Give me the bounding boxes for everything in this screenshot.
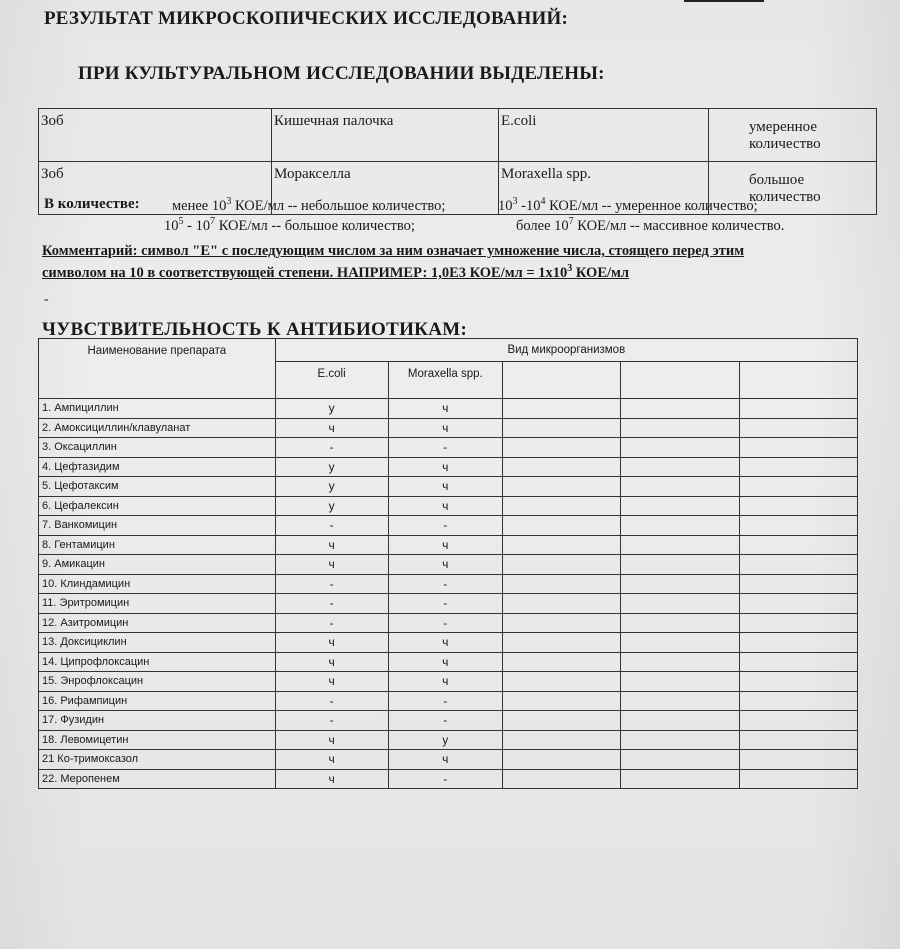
antibiotic-row bbox=[39, 574, 858, 594]
moraxella-result: у bbox=[388, 730, 502, 750]
drug-name: 15. Энрофлоксацин bbox=[39, 672, 276, 692]
antibiotic-table bbox=[38, 338, 858, 789]
drug-name: 4. Цефтазидим bbox=[39, 457, 276, 477]
drug-name: 6. Цефалексин bbox=[39, 496, 276, 516]
antibiotic-row bbox=[39, 750, 858, 770]
ecoli-result: ч bbox=[275, 672, 388, 692]
empty-cell bbox=[739, 750, 857, 770]
moraxella-result: ч bbox=[388, 535, 502, 555]
empty-cell bbox=[739, 457, 857, 477]
column-organism-2: Moraxella spp. bbox=[388, 362, 502, 399]
empty-cell bbox=[621, 399, 739, 419]
empty-cell bbox=[503, 555, 621, 575]
culture-name-lat: Moraxella spp. bbox=[499, 162, 709, 215]
moraxella-result: ч bbox=[388, 477, 502, 497]
ecoli-result: - bbox=[275, 711, 388, 731]
ecoli-result: - bbox=[275, 574, 388, 594]
culture-name-lat: E.coli bbox=[499, 109, 709, 162]
drug-name: 9. Амикацин bbox=[39, 555, 276, 575]
antibiotic-row bbox=[39, 594, 858, 614]
ecoli-result: ч bbox=[275, 652, 388, 672]
ecoli-result: у bbox=[275, 477, 388, 497]
empty-cell bbox=[503, 535, 621, 555]
empty-cell bbox=[621, 418, 739, 438]
empty-cell bbox=[621, 730, 739, 750]
empty-cell bbox=[739, 477, 857, 497]
empty-cell bbox=[503, 672, 621, 692]
empty-cell bbox=[621, 652, 739, 672]
moraxella-result: - bbox=[388, 594, 502, 614]
quantity-legend bbox=[44, 196, 884, 236]
culture-site: Зоб bbox=[39, 109, 272, 162]
empty-cell bbox=[739, 555, 857, 575]
empty-cell bbox=[503, 399, 621, 419]
empty-cell bbox=[739, 633, 857, 653]
antibiotic-row bbox=[39, 438, 858, 458]
empty-cell bbox=[503, 652, 621, 672]
empty-cell bbox=[739, 516, 857, 536]
drug-name: 3. Оксациллин bbox=[39, 438, 276, 458]
antibiotic-row bbox=[39, 457, 858, 477]
quantity-label: В количестве: bbox=[44, 196, 140, 212]
empty-cell bbox=[739, 769, 857, 789]
drug-name: 7. Ванкомицин bbox=[39, 516, 276, 536]
empty-cell bbox=[621, 750, 739, 770]
empty-cell bbox=[503, 711, 621, 731]
empty-cell bbox=[621, 457, 739, 477]
ecoli-result: - bbox=[275, 516, 388, 536]
antibiotic-row bbox=[39, 672, 858, 692]
empty-cell bbox=[739, 711, 857, 731]
moraxella-result: ч bbox=[388, 457, 502, 477]
column-drug-name: Наименование препарата bbox=[39, 339, 276, 399]
ecoli-result: ч bbox=[275, 769, 388, 789]
empty-cell bbox=[739, 652, 857, 672]
empty-cell bbox=[739, 535, 857, 555]
antibiotic-row bbox=[39, 769, 858, 789]
antibiotic-row bbox=[39, 418, 858, 438]
empty-cell bbox=[621, 769, 739, 789]
antibiotic-row bbox=[39, 399, 858, 419]
empty-cell bbox=[503, 418, 621, 438]
drug-name: 11. Эритромицин bbox=[39, 594, 276, 614]
empty-cell bbox=[739, 438, 857, 458]
antibiotic-row bbox=[39, 730, 858, 750]
ecoli-result: ч bbox=[275, 750, 388, 770]
ecoli-result: у bbox=[275, 496, 388, 516]
column-empty-2 bbox=[621, 362, 739, 399]
culture-site: Зоб bbox=[39, 162, 272, 215]
moraxella-result: ч bbox=[388, 555, 502, 575]
empty-cell bbox=[503, 438, 621, 458]
empty-cell bbox=[503, 613, 621, 633]
empty-cell bbox=[503, 633, 621, 653]
antibiotic-row bbox=[39, 711, 858, 731]
empty-cell bbox=[503, 691, 621, 711]
column-organism-1: E.coli bbox=[275, 362, 388, 399]
moraxella-result: ч bbox=[388, 672, 502, 692]
empty-cell bbox=[621, 594, 739, 614]
drug-name: 5. Цефотаксим bbox=[39, 477, 276, 497]
culture-amount: большое количество bbox=[709, 162, 877, 215]
column-organisms-group: Вид микроорганизмов bbox=[275, 339, 857, 362]
moraxella-result: - bbox=[388, 516, 502, 536]
culture-title: ПРИ КУЛЬТУРАЛЬНОМ ИССЛЕДОВАНИИ ВЫДЕЛЕНЫ: bbox=[78, 63, 605, 84]
ecoli-result: - bbox=[275, 438, 388, 458]
top-rule bbox=[684, 0, 764, 2]
empty-cell bbox=[739, 594, 857, 614]
drug-name: 14. Ципрофлоксацин bbox=[39, 652, 276, 672]
empty-cell bbox=[621, 633, 739, 653]
empty-cell bbox=[621, 555, 739, 575]
empty-cell bbox=[503, 457, 621, 477]
empty-cell bbox=[621, 574, 739, 594]
moraxella-result: ч bbox=[388, 652, 502, 672]
empty-cell bbox=[739, 574, 857, 594]
moraxella-result: ч bbox=[388, 750, 502, 770]
culture-name-ru: Моракселла bbox=[272, 162, 499, 215]
empty-cell bbox=[503, 477, 621, 497]
empty-cell bbox=[621, 516, 739, 536]
ecoli-result: ч bbox=[275, 418, 388, 438]
drug-name: 17. Фузидин bbox=[39, 711, 276, 731]
comment-note: Комментарий: символ "Е" с последующим числом за ним означает умножение числа, стоящего перед этим символом на 10 в соответствующей степени. НАПРИМЕР: 1,0Е3 $КОЕ/мл = 1х10^3$ КОЕ/мл bbox=[42, 243, 745, 281]
ecoli-result: ч bbox=[275, 535, 388, 555]
ecoli-result: - bbox=[275, 691, 388, 711]
empty-cell bbox=[621, 438, 739, 458]
culture-name-ru: Кишечная палочка bbox=[272, 109, 499, 162]
column-empty-1 bbox=[503, 362, 621, 399]
ecoli-result: ч bbox=[275, 633, 388, 653]
antibiotic-row bbox=[39, 477, 858, 497]
antibiotic-row bbox=[39, 633, 858, 653]
ecoli-result: - bbox=[275, 613, 388, 633]
antibiotic-row bbox=[39, 496, 858, 516]
empty-cell bbox=[503, 750, 621, 770]
moraxella-result: - bbox=[388, 574, 502, 594]
quantity-moderate: $10^3$ $-10^4$ КОЕ/мл -- умеренное количество; bbox=[498, 196, 758, 214]
moraxella-result: ч bbox=[388, 418, 502, 438]
empty-cell bbox=[621, 535, 739, 555]
antibiotic-row bbox=[39, 535, 858, 555]
culture-amount: умеренное количество bbox=[709, 109, 877, 162]
drug-name: 12. Азитромицин bbox=[39, 613, 276, 633]
empty-cell bbox=[621, 691, 739, 711]
empty-cell bbox=[739, 730, 857, 750]
drug-name: 22. Меропенем bbox=[39, 769, 276, 789]
microscopy-title: РЕЗУЛЬТАТ МИКРОСКОПИЧЕСКИХ ИССЛЕДОВАНИЙ: bbox=[44, 8, 569, 29]
culture-row bbox=[39, 109, 877, 162]
drug-name: 18. Левомицетин bbox=[39, 730, 276, 750]
moraxella-result: ч bbox=[388, 399, 502, 419]
ecoli-result: ч bbox=[275, 730, 388, 750]
moraxella-result: ч bbox=[388, 496, 502, 516]
moraxella-result: - bbox=[388, 613, 502, 633]
empty-cell bbox=[503, 496, 621, 516]
empty-cell bbox=[739, 691, 857, 711]
empty-cell bbox=[739, 613, 857, 633]
empty-cell bbox=[621, 711, 739, 731]
empty-cell bbox=[503, 594, 621, 614]
drug-name: 10. Клиндамицин bbox=[39, 574, 276, 594]
empty-cell bbox=[503, 516, 621, 536]
ecoli-result: - bbox=[275, 594, 388, 614]
moraxella-result: - bbox=[388, 438, 502, 458]
empty-cell bbox=[503, 769, 621, 789]
antibiotic-row bbox=[39, 516, 858, 536]
drug-name: 16. Рифампицин bbox=[39, 691, 276, 711]
empty-cell bbox=[621, 496, 739, 516]
antibiotic-row bbox=[39, 652, 858, 672]
moraxella-result: ч bbox=[388, 633, 502, 653]
drug-name: 1. Ампициллин bbox=[39, 399, 276, 419]
empty-cell bbox=[621, 672, 739, 692]
empty-cell bbox=[503, 574, 621, 594]
drug-name: 2. Амоксициллин/клавуланат bbox=[39, 418, 276, 438]
empty-cell bbox=[739, 496, 857, 516]
drug-name: 8. Гентамицин bbox=[39, 535, 276, 555]
drug-name: 21 Ко-тримоксазол bbox=[39, 750, 276, 770]
empty-cell bbox=[503, 730, 621, 750]
ecoli-result: ч bbox=[275, 555, 388, 575]
antibiotic-row bbox=[39, 691, 858, 711]
ecoli-result: у bbox=[275, 399, 388, 419]
moraxella-result: - bbox=[388, 711, 502, 731]
empty-cell bbox=[739, 399, 857, 419]
ecoli-result: у bbox=[275, 457, 388, 477]
antibiotic-row bbox=[39, 613, 858, 633]
antibiotic-row bbox=[39, 555, 858, 575]
drug-name: 13. Доксициклин bbox=[39, 633, 276, 653]
column-empty-3 bbox=[739, 362, 857, 399]
quantity-big: $10^5 - 10^7$ КОЕ/мл -- большое количество; bbox=[164, 216, 415, 234]
quantity-less: менее $10^3$ КОЕ/мл -- небольшое количество; bbox=[172, 196, 446, 214]
empty-cell bbox=[621, 477, 739, 497]
empty-cell bbox=[739, 418, 857, 438]
quantity-massive: более $10^7$ КОЕ/мл -- массивное количество. bbox=[516, 216, 785, 234]
moraxella-result: - bbox=[388, 769, 502, 789]
empty-cell bbox=[739, 672, 857, 692]
empty-cell bbox=[621, 613, 739, 633]
moraxella-result: - bbox=[388, 691, 502, 711]
dash-mark: - bbox=[44, 292, 49, 307]
sensitivity-title: ЧУВСТВИТЕЛЬНОСТЬ К АНТИБИОТИКАМ: bbox=[42, 319, 468, 340]
